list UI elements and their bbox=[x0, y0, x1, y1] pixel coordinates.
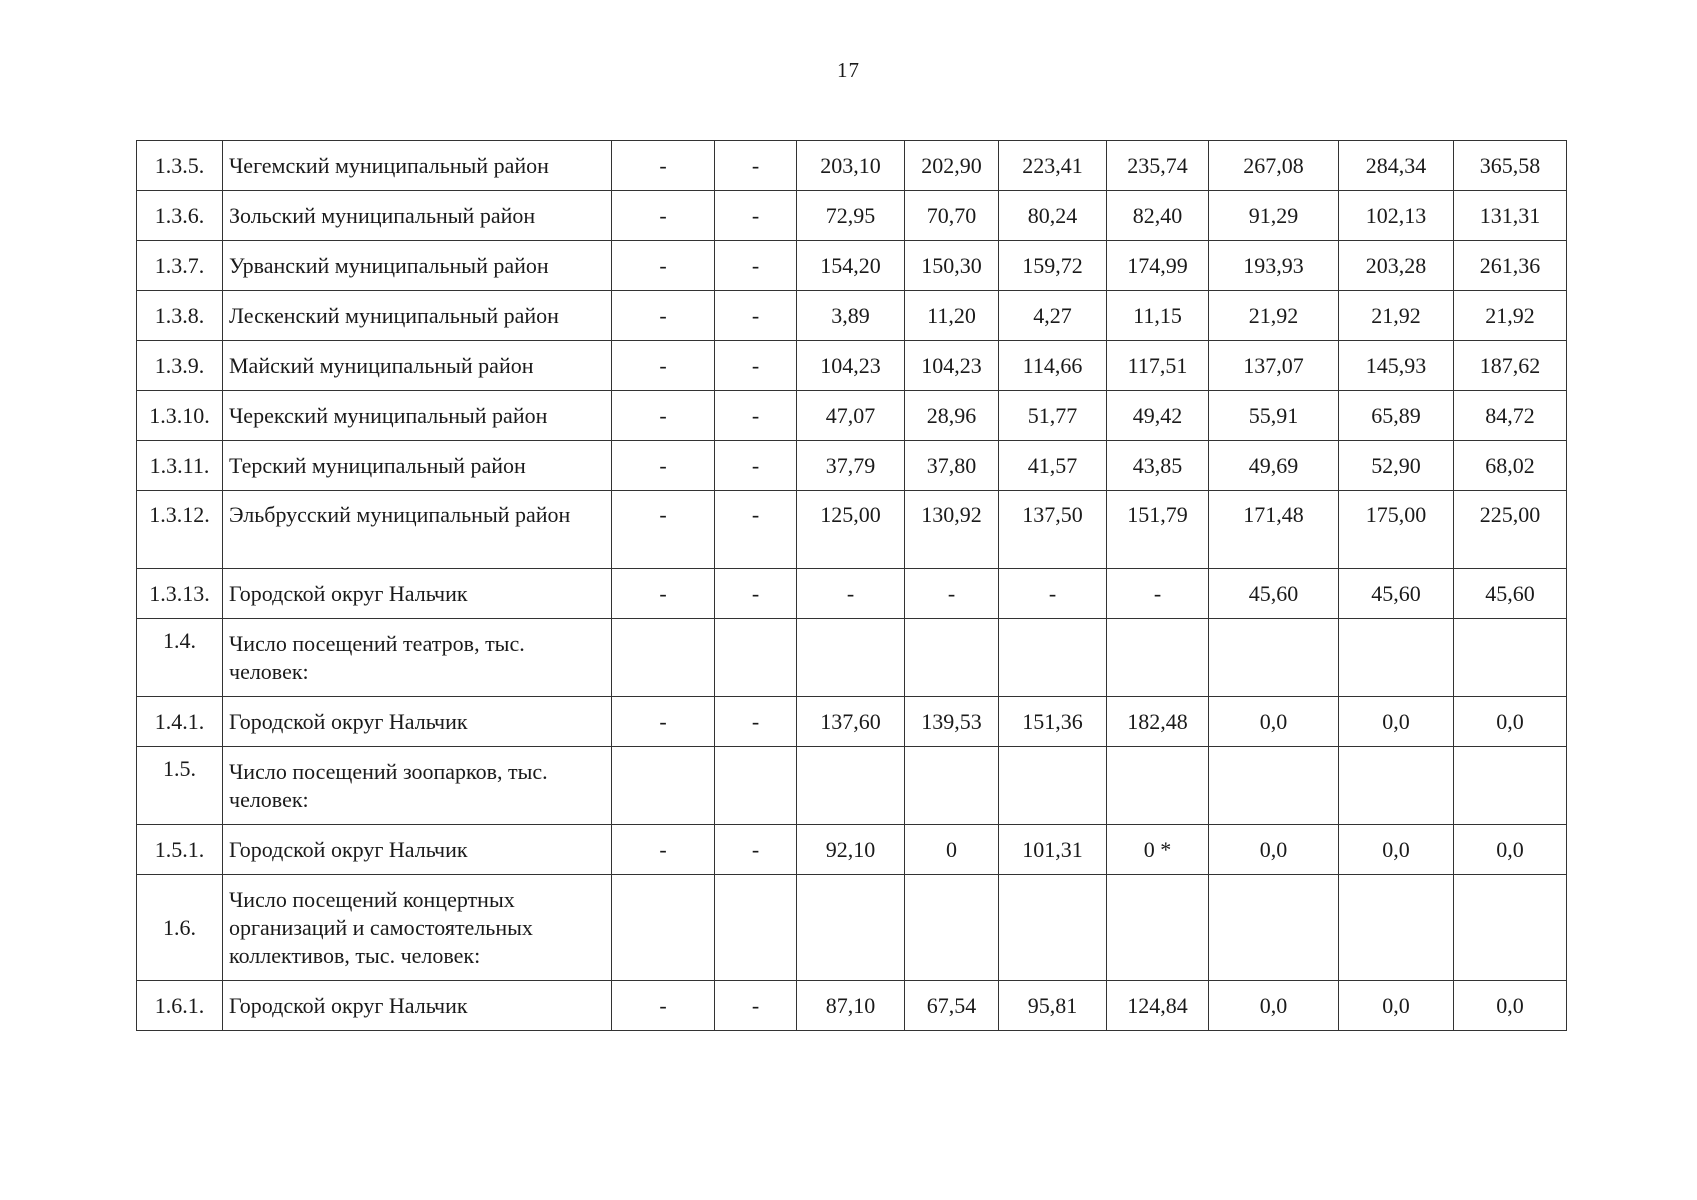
indicators-table bbox=[136, 140, 1567, 1031]
value-cell: 203,10 bbox=[797, 141, 905, 191]
row-name: Городской округ Нальчик bbox=[223, 697, 612, 747]
table-body bbox=[137, 141, 1567, 1031]
value-cell: - bbox=[612, 141, 715, 191]
row-name: Городской округ Нальчик bbox=[223, 825, 612, 875]
row-name: Майский муниципальный район bbox=[223, 341, 612, 391]
table-row bbox=[137, 875, 1567, 981]
value-cell: - bbox=[715, 241, 797, 291]
value-cell: - bbox=[612, 241, 715, 291]
table-row bbox=[137, 491, 1567, 569]
value-cell: - bbox=[612, 291, 715, 341]
row-number: 1.4. bbox=[137, 619, 223, 697]
value-cell: 0,0 bbox=[1339, 981, 1454, 1031]
row-number: 1.6.1. bbox=[137, 981, 223, 1031]
row-name: Зольский муниципальный район bbox=[223, 191, 612, 241]
value-cell: 137,07 bbox=[1209, 341, 1339, 391]
value-cell: 117,51 bbox=[1107, 341, 1209, 391]
value-cell: 41,57 bbox=[999, 441, 1107, 491]
value-cell: 3,89 bbox=[797, 291, 905, 341]
value-cell: 137,50 bbox=[999, 491, 1107, 569]
value-cell: 101,31 bbox=[999, 825, 1107, 875]
value-cell bbox=[1107, 619, 1209, 697]
value-cell: 51,77 bbox=[999, 391, 1107, 441]
value-cell: 11,20 bbox=[905, 291, 999, 341]
value-cell bbox=[1454, 747, 1567, 825]
value-cell: 0,0 bbox=[1454, 981, 1567, 1031]
value-cell bbox=[1209, 619, 1339, 697]
value-cell: 21,92 bbox=[1209, 291, 1339, 341]
value-cell: 114,66 bbox=[999, 341, 1107, 391]
value-cell: 67,54 bbox=[905, 981, 999, 1031]
value-cell: 203,28 bbox=[1339, 241, 1454, 291]
value-cell: 43,85 bbox=[1107, 441, 1209, 491]
value-cell bbox=[1339, 619, 1454, 697]
value-cell: 0,0 bbox=[1209, 981, 1339, 1031]
value-cell: 45,60 bbox=[1209, 569, 1339, 619]
value-cell: 137,60 bbox=[797, 697, 905, 747]
value-cell bbox=[999, 747, 1107, 825]
value-cell bbox=[999, 875, 1107, 981]
value-cell: - bbox=[1107, 569, 1209, 619]
value-cell: - bbox=[797, 569, 905, 619]
value-cell bbox=[1339, 747, 1454, 825]
value-cell: - bbox=[612, 825, 715, 875]
row-number: 1.3.6. bbox=[137, 191, 223, 241]
value-cell: 0,0 bbox=[1209, 697, 1339, 747]
row-name: Лескенский муниципальный район bbox=[223, 291, 612, 341]
value-cell: - bbox=[715, 141, 797, 191]
value-cell: - bbox=[715, 291, 797, 341]
value-cell: 171,48 bbox=[1209, 491, 1339, 569]
value-cell bbox=[612, 747, 715, 825]
value-cell bbox=[715, 875, 797, 981]
value-cell bbox=[1107, 875, 1209, 981]
value-cell: 72,95 bbox=[797, 191, 905, 241]
page-number: 17 bbox=[837, 58, 860, 82]
value-cell: - bbox=[612, 697, 715, 747]
value-cell: 187,62 bbox=[1454, 341, 1567, 391]
value-cell: - bbox=[715, 191, 797, 241]
value-cell bbox=[715, 747, 797, 825]
value-cell: 139,53 bbox=[905, 697, 999, 747]
value-cell: 150,30 bbox=[905, 241, 999, 291]
table-row bbox=[137, 619, 1567, 697]
value-cell: 235,74 bbox=[1107, 141, 1209, 191]
value-cell: 124,84 bbox=[1107, 981, 1209, 1031]
table-row bbox=[137, 241, 1567, 291]
row-number: 1.3.12. bbox=[137, 491, 223, 569]
value-cell: 125,00 bbox=[797, 491, 905, 569]
value-cell: - bbox=[612, 491, 715, 569]
value-cell: 182,48 bbox=[1107, 697, 1209, 747]
row-name: Эльбрусский муниципальный район bbox=[223, 491, 612, 569]
row-name: Городской округ Нальчик bbox=[223, 981, 612, 1031]
table-row bbox=[137, 141, 1567, 191]
row-number: 1.6. bbox=[137, 875, 223, 981]
value-cell bbox=[1339, 875, 1454, 981]
value-cell bbox=[905, 875, 999, 981]
value-cell: - bbox=[715, 825, 797, 875]
value-cell: 102,13 bbox=[1339, 191, 1454, 241]
row-number: 1.3.13. bbox=[137, 569, 223, 619]
value-cell: - bbox=[715, 341, 797, 391]
value-cell: - bbox=[715, 491, 797, 569]
value-cell: 0,0 bbox=[1454, 697, 1567, 747]
value-cell: 175,00 bbox=[1339, 491, 1454, 569]
row-number: 1.4.1. bbox=[137, 697, 223, 747]
table-row bbox=[137, 341, 1567, 391]
value-cell: - bbox=[715, 391, 797, 441]
row-number: 1.3.7. bbox=[137, 241, 223, 291]
value-cell: 21,92 bbox=[1454, 291, 1567, 341]
value-cell bbox=[612, 875, 715, 981]
value-cell: - bbox=[715, 697, 797, 747]
value-cell: 52,90 bbox=[1339, 441, 1454, 491]
value-cell: - bbox=[612, 391, 715, 441]
value-cell: - bbox=[999, 569, 1107, 619]
value-cell: 28,96 bbox=[905, 391, 999, 441]
table-row bbox=[137, 291, 1567, 341]
row-number: 1.5.1. bbox=[137, 825, 223, 875]
row-name: Число посещений зоопарков, тыс. человек: bbox=[223, 747, 612, 825]
value-cell: 55,91 bbox=[1209, 391, 1339, 441]
value-cell: 154,20 bbox=[797, 241, 905, 291]
value-cell bbox=[715, 619, 797, 697]
value-cell: 0 bbox=[905, 825, 999, 875]
value-cell: 284,34 bbox=[1339, 141, 1454, 191]
value-cell: 202,90 bbox=[905, 141, 999, 191]
value-cell: 47,07 bbox=[797, 391, 905, 441]
value-cell: 87,10 bbox=[797, 981, 905, 1031]
row-name: Черекский муниципальный район bbox=[223, 391, 612, 441]
value-cell: 49,42 bbox=[1107, 391, 1209, 441]
table-row bbox=[137, 747, 1567, 825]
value-cell: 225,00 bbox=[1454, 491, 1567, 569]
table-row bbox=[137, 825, 1567, 875]
table-row bbox=[137, 191, 1567, 241]
value-cell: 159,72 bbox=[999, 241, 1107, 291]
table-row bbox=[137, 569, 1567, 619]
value-cell: 151,79 bbox=[1107, 491, 1209, 569]
value-cell: 21,92 bbox=[1339, 291, 1454, 341]
row-name: Терский муниципальный район bbox=[223, 441, 612, 491]
value-cell: 267,08 bbox=[1209, 141, 1339, 191]
value-cell: 0,0 bbox=[1339, 825, 1454, 875]
value-cell: 91,29 bbox=[1209, 191, 1339, 241]
value-cell bbox=[797, 619, 905, 697]
value-cell: 4,27 bbox=[999, 291, 1107, 341]
value-cell: - bbox=[715, 569, 797, 619]
table-row bbox=[137, 441, 1567, 491]
value-cell: 261,36 bbox=[1454, 241, 1567, 291]
value-cell: 37,79 bbox=[797, 441, 905, 491]
value-cell: 37,80 bbox=[905, 441, 999, 491]
value-cell: - bbox=[612, 441, 715, 491]
value-cell bbox=[612, 619, 715, 697]
value-cell: 11,15 bbox=[1107, 291, 1209, 341]
value-cell: 95,81 bbox=[999, 981, 1107, 1031]
value-cell: 65,89 bbox=[1339, 391, 1454, 441]
value-cell: 45,60 bbox=[1339, 569, 1454, 619]
value-cell: - bbox=[612, 569, 715, 619]
row-number: 1.3.11. bbox=[137, 441, 223, 491]
table-row bbox=[137, 981, 1567, 1031]
value-cell: 0,0 bbox=[1209, 825, 1339, 875]
value-cell: 0 * bbox=[1107, 825, 1209, 875]
table-row bbox=[137, 697, 1567, 747]
row-number: 1.3.9. bbox=[137, 341, 223, 391]
row-number: 1.3.5. bbox=[137, 141, 223, 191]
value-cell: - bbox=[715, 981, 797, 1031]
row-number: 1.3.8. bbox=[137, 291, 223, 341]
value-cell: - bbox=[715, 441, 797, 491]
value-cell: - bbox=[612, 341, 715, 391]
value-cell: 223,41 bbox=[999, 141, 1107, 191]
value-cell: - bbox=[612, 981, 715, 1031]
row-number: 1.5. bbox=[137, 747, 223, 825]
value-cell: 92,10 bbox=[797, 825, 905, 875]
row-number: 1.3.10. bbox=[137, 391, 223, 441]
value-cell: 82,40 bbox=[1107, 191, 1209, 241]
row-name: Чегемский муниципальный район bbox=[223, 141, 612, 191]
value-cell bbox=[797, 747, 905, 825]
row-name: Урванский муниципальный район bbox=[223, 241, 612, 291]
value-cell: 104,23 bbox=[905, 341, 999, 391]
value-cell bbox=[1209, 875, 1339, 981]
value-cell: 365,58 bbox=[1454, 141, 1567, 191]
row-name: Число посещений концертных организаций и самостоятельных коллективов, тыс. человек: bbox=[223, 875, 612, 981]
value-cell: 49,69 bbox=[1209, 441, 1339, 491]
value-cell bbox=[905, 619, 999, 697]
value-cell: 151,36 bbox=[999, 697, 1107, 747]
value-cell: 45,60 bbox=[1454, 569, 1567, 619]
value-cell: - bbox=[612, 191, 715, 241]
value-cell bbox=[1454, 619, 1567, 697]
value-cell: 131,31 bbox=[1454, 191, 1567, 241]
value-cell: 174,99 bbox=[1107, 241, 1209, 291]
value-cell: 70,70 bbox=[905, 191, 999, 241]
value-cell: 145,93 bbox=[1339, 341, 1454, 391]
value-cell: 80,24 bbox=[999, 191, 1107, 241]
table-row bbox=[137, 391, 1567, 441]
row-name: Число посещений театров, тыс. человек: bbox=[223, 619, 612, 697]
value-cell bbox=[1107, 747, 1209, 825]
value-cell: 0,0 bbox=[1339, 697, 1454, 747]
value-cell: - bbox=[905, 569, 999, 619]
value-cell: 84,72 bbox=[1454, 391, 1567, 441]
value-cell: 68,02 bbox=[1454, 441, 1567, 491]
value-cell bbox=[1209, 747, 1339, 825]
row-name: Городской округ Нальчик bbox=[223, 569, 612, 619]
value-cell: 193,93 bbox=[1209, 241, 1339, 291]
value-cell bbox=[999, 619, 1107, 697]
value-cell bbox=[797, 875, 905, 981]
value-cell: 0,0 bbox=[1454, 825, 1567, 875]
value-cell: 130,92 bbox=[905, 491, 999, 569]
value-cell bbox=[1454, 875, 1567, 981]
value-cell: 104,23 bbox=[797, 341, 905, 391]
value-cell bbox=[905, 747, 999, 825]
